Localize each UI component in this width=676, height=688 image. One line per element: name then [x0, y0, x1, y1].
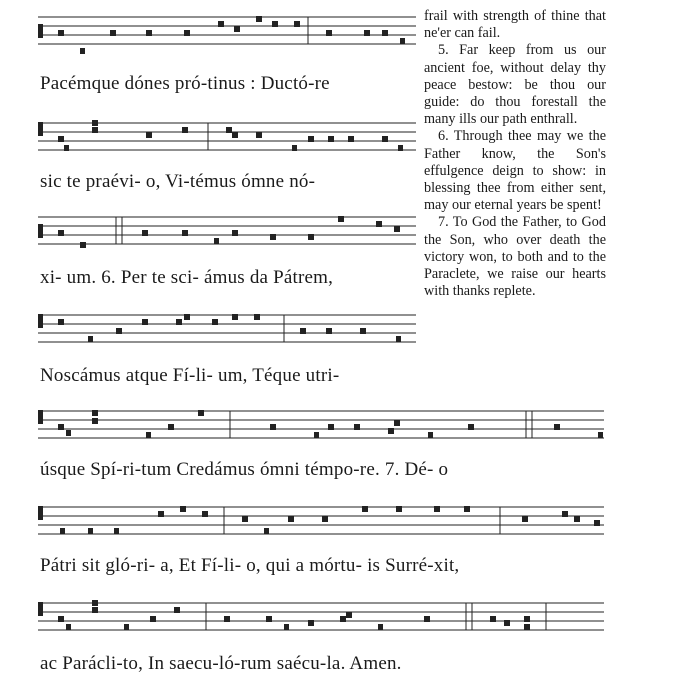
hymn-verse-6: 6. Through thee may we the Father know, the Son's effulgence deign to show: in blessing thee from either sent, may our eternal years be spent! [424, 128, 606, 214]
hymn-verse-5: 5. Far keep from us our ancient foe, without delay thy peace bestow: be thou our guide: do thou forestall the many ills our path enthrall. [424, 42, 606, 128]
hymn-verse-7: 7. To God the Father, to God the Son, who over death the victory won, to both and to the Paraclete, we raise our hearts with thanks replete. [424, 214, 606, 300]
staff-7-notation [38, 598, 604, 638]
staff-3-notation [38, 212, 416, 252]
lyric-line-5: úsque Spí-ri-tum Credámus ómni témpo-re. 7. Dé- o [40, 459, 449, 480]
hymn-verse-continuation: frail with strength of thine that ne'er can fail. [424, 8, 606, 42]
lyric-line-4: Noscámus atque Fí-li- um, Téque utri- [40, 365, 340, 386]
staff-1-notation [38, 12, 416, 52]
music-staff-7 [38, 598, 604, 634]
lyric-line-2: sic te praévi- o, Vi-témus ómne nó- [40, 171, 316, 192]
music-staff-2 [38, 118, 416, 154]
staff-5-notation [38, 406, 604, 446]
lyric-line-1: Pacémque dónes pró-tinus : Ductó-re [40, 73, 330, 94]
lyric-line-6: Pátri sit gló-ri- a, Et Fí-li- o, qui a mórtu- is Surré-xit, [40, 555, 460, 576]
music-staff-1 [38, 12, 416, 48]
lyric-line-7: ac Parácli-to, In saecu-ló-rum saécu-la. Amen. [40, 653, 402, 674]
music-staff-6 [38, 502, 604, 538]
staff-2-notation [38, 118, 416, 158]
music-staff-3 [38, 212, 416, 248]
music-staff-4 [38, 310, 416, 346]
lyric-line-3: xi- um. 6. Per te sci- ámus da Pátrem, [40, 267, 334, 288]
staff-4-notation [38, 310, 416, 350]
music-staff-5 [38, 406, 604, 442]
staff-6-notation [38, 502, 604, 542]
hymn-translation [424, 8, 606, 300]
